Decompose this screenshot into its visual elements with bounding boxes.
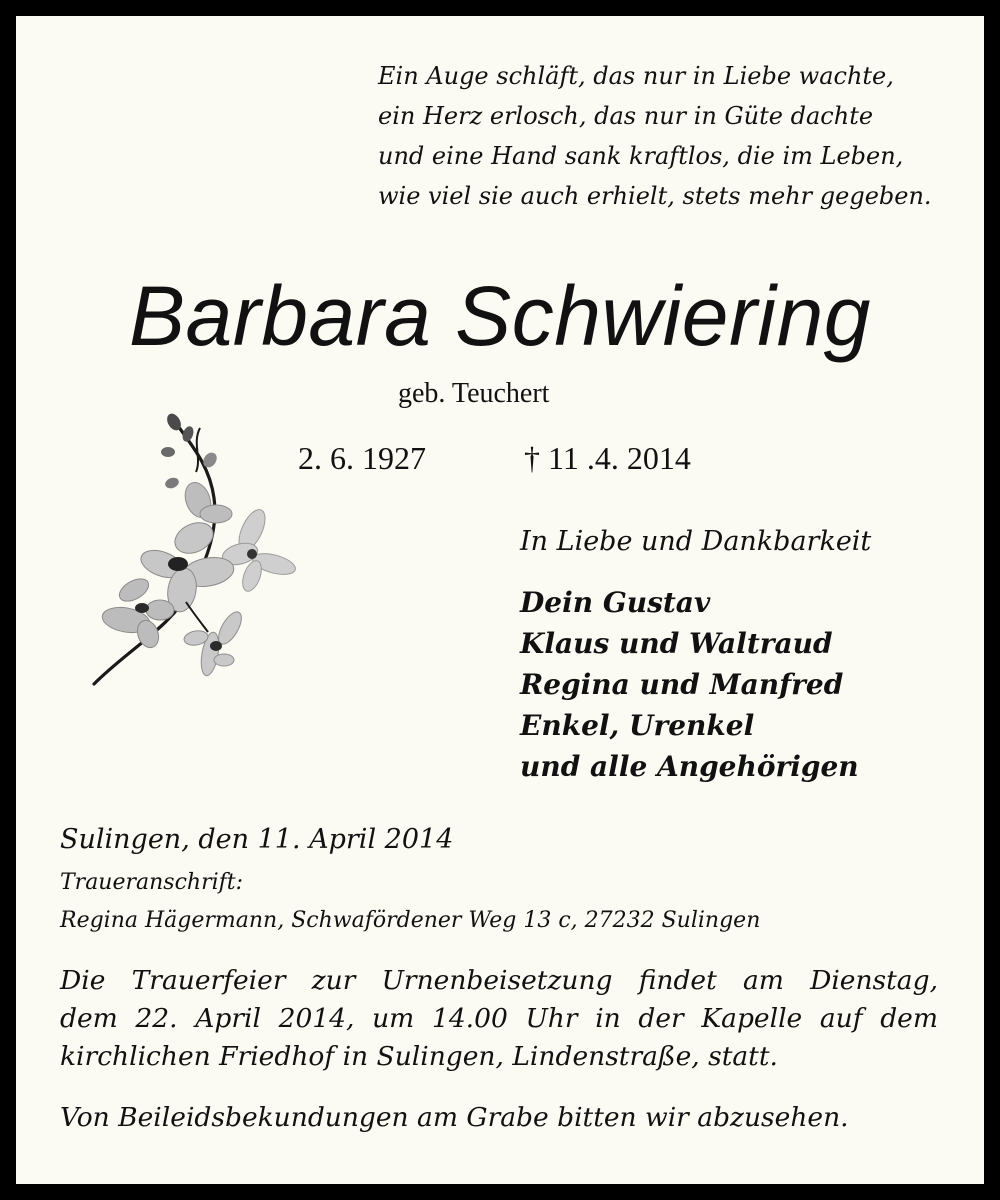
mourner-item: Dein Gustav xyxy=(520,586,711,619)
thanks-line: In Liebe und Dankbarkeit xyxy=(520,526,872,557)
mourner-item: Klaus und Waltraud xyxy=(520,627,833,660)
place-date: Sulingen, den 11. April 2014 xyxy=(60,824,454,855)
poem xyxy=(378,56,932,216)
mourner-item: und alle Angehörigen xyxy=(520,750,859,783)
mourner-item: Enkel, Urenkel xyxy=(520,709,755,742)
poem-line: ein Herz erlosch, das nur in Güte dachte xyxy=(378,102,874,130)
mourning-address: Regina Hägermann, Schwafördener Weg 13 c, 27232 Sulingen xyxy=(60,908,761,933)
funeral-line: Die Trauerfeier zur Urnenbeisetzung findet am Dienstag, xyxy=(60,965,938,996)
obituary-notice xyxy=(16,16,984,1184)
address-label: Traueranschrift: xyxy=(60,870,244,895)
funeral-line: dem 22. April 2014, um 14.00 Uhr in der Kapelle auf dem xyxy=(60,1003,938,1034)
birth-date: 2. 6. 1927 xyxy=(298,440,426,476)
poem-line: Ein Auge schläft, das nur in Liebe wachte, xyxy=(378,62,894,90)
maiden-name: geb. Teuchert xyxy=(398,378,550,409)
death-date: † 11 .4. 2014 xyxy=(524,440,691,476)
deceased-name: Barbara Schwiering xyxy=(128,269,872,363)
funeral-line: kirchlichen Friedhof in Sulingen, Lindenstraße, statt. xyxy=(60,1041,778,1072)
poem-line: wie viel sie auch erhielt, stets mehr gegeben. xyxy=(378,182,932,210)
mourner-item: Regina und Manfred xyxy=(520,668,844,701)
closing-note: Von Beileidsbekundungen am Grabe bitten wir abzusehen. xyxy=(60,1102,849,1133)
orchid-image xyxy=(90,388,300,688)
poem-line: und eine Hand sank kraftlos, die im Leben, xyxy=(378,142,904,170)
funeral-notice xyxy=(60,962,938,1076)
mourners-list xyxy=(520,582,859,787)
